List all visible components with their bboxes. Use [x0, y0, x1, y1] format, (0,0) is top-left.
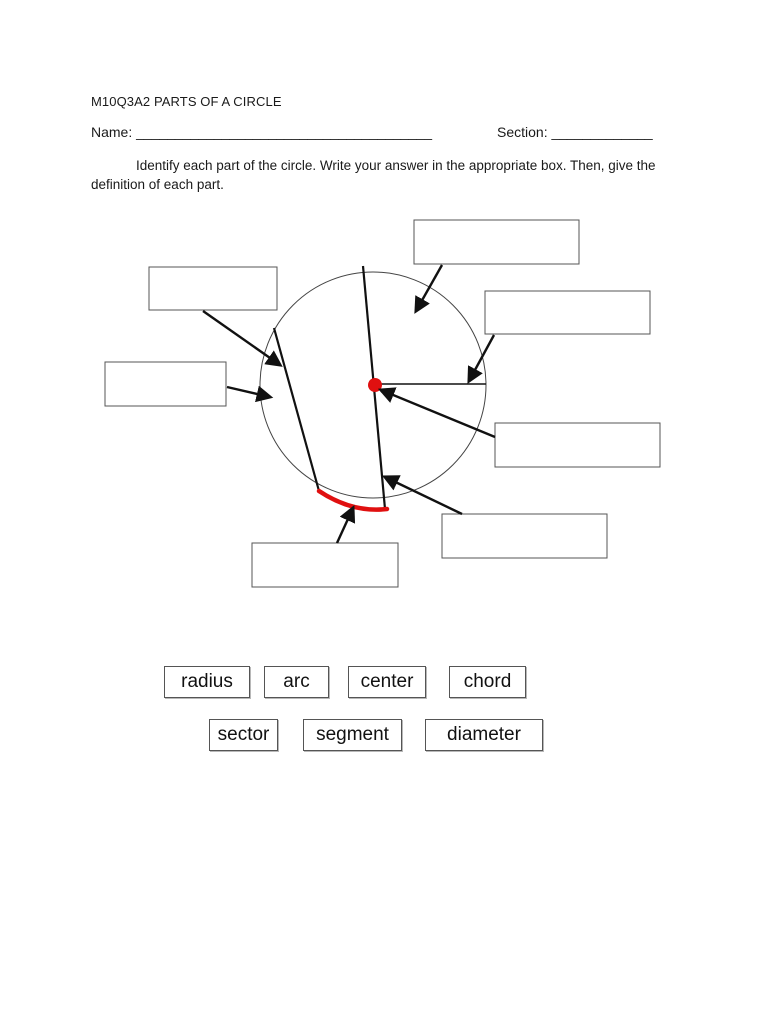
arrow-to-sector [416, 265, 442, 311]
arrow-to-center [381, 390, 495, 437]
answer-box-lower-right[interactable] [442, 514, 607, 558]
instructions-text: Identify each part of the circle. Write your answer in the appropriate box. Then, give the definition of each part. [91, 158, 656, 192]
answer-box-bottom[interactable] [252, 543, 398, 587]
word-center: center [348, 666, 426, 698]
answer-box-left[interactable] [105, 362, 226, 406]
word-sector: sector [209, 719, 278, 751]
arrow-to-arc [337, 508, 353, 543]
arrow-to-segment [227, 387, 270, 397]
answer-box-top-right[interactable] [414, 220, 579, 264]
answer-box-top-left[interactable] [149, 267, 277, 310]
worksheet-title: M10Q3A2 PARTS OF A CIRCLE [91, 94, 282, 109]
chord-line [274, 328, 319, 491]
word-radius: radius [164, 666, 250, 698]
arc-highlight [319, 491, 387, 510]
answer-box-right-middle[interactable] [495, 423, 660, 467]
word-arc: arc [264, 666, 329, 698]
section-field[interactable]: Section: _____________ [497, 124, 653, 140]
word-diameter: diameter [425, 719, 543, 751]
word-segment: segment [303, 719, 402, 751]
center-point [368, 378, 382, 392]
word-chord: chord [449, 666, 526, 698]
arrow-to-chord [203, 311, 280, 365]
answer-box-right-upper[interactable] [485, 291, 650, 334]
name-field[interactable]: Name: ______________________________________ [91, 124, 432, 140]
arrow-to-radius [469, 335, 494, 381]
